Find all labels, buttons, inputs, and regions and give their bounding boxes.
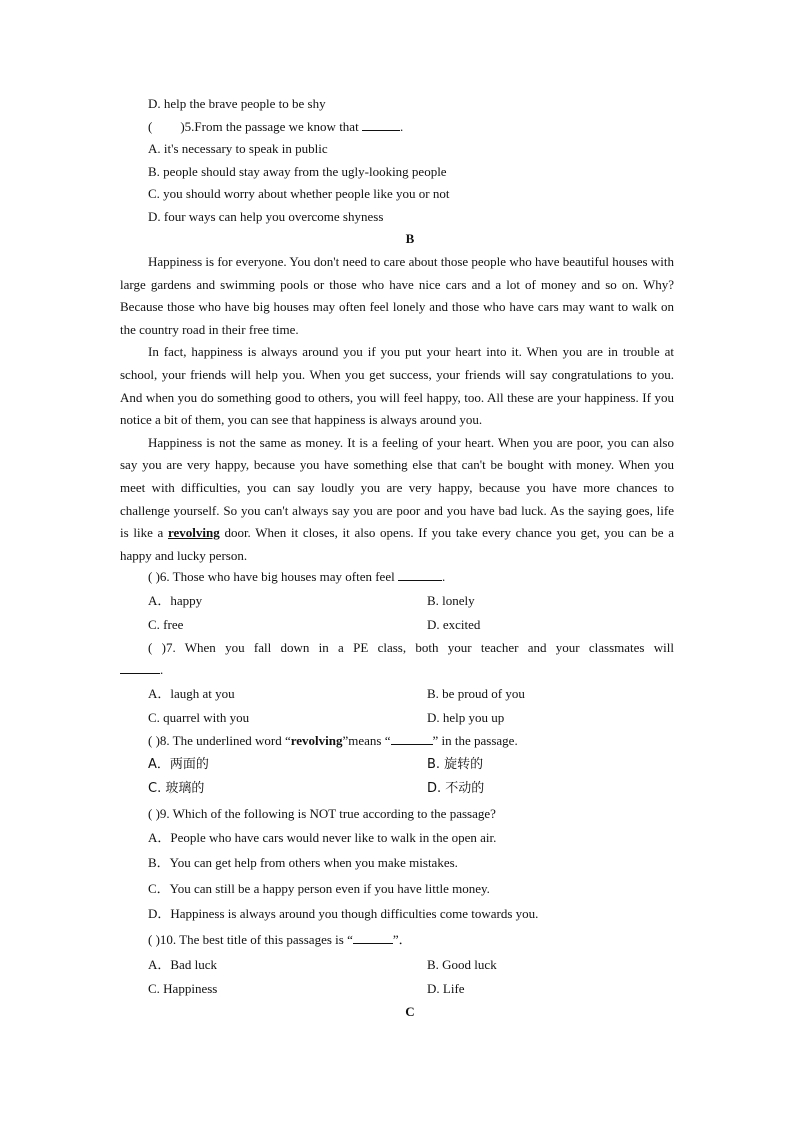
q10-option-d: D. Life [427,981,465,996]
q5-end: . [399,119,404,134]
q7-option-a: A．laugh at you [148,686,235,701]
q5-text: )5.From the passage we know that [180,119,359,134]
q8-option-b: B. 旋转的 [427,757,484,772]
q5-option-a: A. it's necessary to speak in public [148,141,328,156]
q5-option-d: D. four ways can help you overcome shyness [148,209,384,224]
q6-answer-blank[interactable] [398,568,442,581]
q8-stem [148,732,518,750]
q6-option-c: C. free [148,617,184,632]
passage-paragraph-2: In fact, happiness is always around you if you put your heart into it. When you are in trouble at school, your friends will help you. When you get success, your friends will say congratulations to you. And when you do something good to others, you will feel happy, too. All these are your happiness. If you notice a bit of them, you can see that happiness is always around you. [120,344,674,428]
passage-b [120,251,674,567]
q10-answer-blank[interactable] [353,931,393,944]
q6-text: ( )6. Those who have big houses may often feel [148,569,395,584]
q10-text: ( )10. The best title of this passages is “ [148,932,353,947]
q5-answer-blank[interactable] [362,118,400,131]
q7-stem-end [120,661,163,679]
q9-option-c: C．You can still be a happy person even if you have little money. [148,881,490,896]
q8-text-b: ”means “ [342,733,391,748]
q6-option-d: D. excited [427,617,481,632]
q8-text-c: ” in the passage. [432,733,518,748]
q5-option-c: C. you should worry about whether people like you or not [148,186,450,201]
q9-option-d: D．Happiness is always around you though difficulties come towards you. [148,906,539,921]
q8-option-a: A．两面的 [148,757,209,772]
paragraph-3-after: door. When it closes, it also opens. If you take every chance you get, you can be a happy and lucky person. [120,525,675,563]
q10-option-c: C. Happiness [148,981,218,996]
q7-option-d: D. help you up [427,710,505,725]
q9-option-b: B．You can get help from others when you make mistakes. [148,855,458,870]
q6-option-a: A．happy [148,593,203,608]
q8-option-d: D. 不动的 [427,781,485,796]
q6-end: . [441,569,446,584]
q7-answer-blank[interactable] [120,661,160,674]
q8-answer-blank[interactable] [391,732,433,745]
q10-end: ”． [392,932,412,947]
q10-option-a: A．Bad luck [148,957,217,972]
q7-stem: ( )7. When you fall down in a PE class, both your teacher and your classmates will [148,640,674,655]
q8-option-c: C. 玻璃的 [148,781,205,796]
q7-option-b: B. be proud of you [427,686,525,701]
q5-paren: ( [148,119,153,134]
passage-paragraph-3 [120,432,674,568]
q6-option-b: B. lonely [427,593,475,608]
q8-word: revolving [290,733,343,748]
q8-text-a: ( )8. The underlined word “ [148,733,291,748]
section-b-heading: B [405,231,415,246]
underlined-word-revolving: revolving [167,525,220,541]
q7-option-c: C. quarrel with you [148,710,250,725]
paragraph-3-before: Happiness is not the same as money. It is a feeling of your heart. When you are poor, you can also say you are very happy, because you have something else that can't be bought with money. When you meet with difficulties, you can say loudly you are very happy, because you have more chances to challenge yourself. So you can't always say you are poor and you have bad luck. As the saying goes, life is like a [120,434,674,541]
q5-stem [148,118,403,136]
passage-paragraph-1: Happiness is for everyone. You don't need to care about those people who have beautiful houses with large gardens and swimming pools or those who have nice cars and a lot of money and so on. Why? Because those who have big houses may often feel lonely and those who have cars may want to walk on the country road in their free time. [120,254,674,337]
q5-option-b: B. people should stay away from the ugly-looking people [148,164,447,179]
q10-option-b: B. Good luck [427,957,497,972]
section-c-heading: C [405,1004,415,1019]
q6-stem [148,568,445,586]
q9-option-a: A．People who have cars would never like to walk in the open air. [148,830,497,845]
q7-end: . [160,662,164,677]
q10-stem [148,931,412,949]
q4-option-d: D. help the brave people to be shy [148,96,326,111]
q9-stem: ( )9. Which of the following is NOT true according to the passage? [148,806,496,821]
